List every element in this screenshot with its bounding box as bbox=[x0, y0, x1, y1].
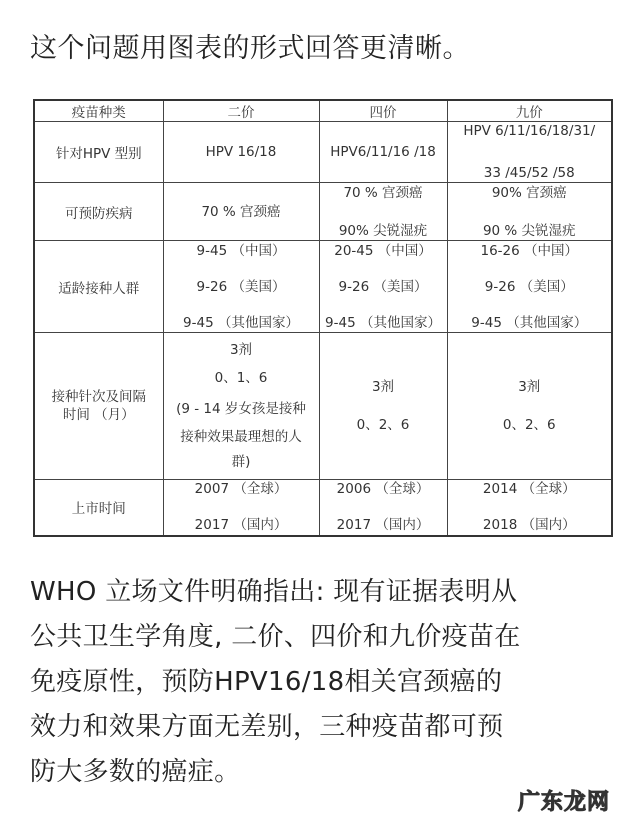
cell-bivalent-age: 9-45 （中国） 9-26 （美国） 9-45 （其他国家） bbox=[163, 241, 319, 333]
paragraph-line: 免疫原性，预防HPV16/18相关宫颈癌的 bbox=[30, 667, 503, 697]
table-row-market-date bbox=[34, 480, 612, 536]
table-row-preventable-disease bbox=[34, 183, 612, 241]
cell-bivalent-disease: 70 % 宫颈癌 bbox=[163, 183, 319, 241]
header-nonavalent: 九价 bbox=[447, 100, 612, 122]
cell-bivalent-dose: 3剂 0、1、6 (9 - 14 岁女孩是接种 接种效果最理想的人 群) bbox=[163, 333, 319, 480]
table-header-row bbox=[34, 100, 612, 122]
header-vaccine-type: 疫苗种类 bbox=[34, 100, 163, 122]
who-statement-paragraph bbox=[30, 570, 615, 795]
row-label: 针对HPV 型别 bbox=[34, 122, 163, 183]
paragraph-line: WHO 立场文件明确指出: 现有证据表明从 bbox=[30, 577, 518, 607]
paragraph-line: 效力和效果方面无差别，三种疫苗都可预 bbox=[30, 712, 504, 742]
table-row-age-group bbox=[34, 241, 612, 333]
cell-quadrivalent-age: 20-45 （中国） 9-26 （美国） 9-45 （其他国家） bbox=[319, 241, 447, 333]
watermark-logo: 广东龙网 bbox=[517, 790, 610, 815]
cell-nonavalent-types: HPV 6/11/16/18/31/ 33 /45/52 /58 bbox=[447, 122, 612, 183]
row-label: 上市时间 bbox=[34, 480, 163, 536]
cell-quadrivalent-types: HPV6/11/16 /18 bbox=[319, 122, 447, 183]
header-bivalent: 二价 bbox=[163, 100, 319, 122]
paragraph-line: 防大多数的癌症。 bbox=[30, 757, 241, 787]
cell-quadrivalent-disease: 70 % 宫颈癌 90% 尖锐湿疣 bbox=[319, 183, 447, 241]
cell-nonavalent-market: 2014 （全球） 2018 （国内） bbox=[447, 480, 612, 536]
page-title: 这个问题用图表的形式回答更清晰。 bbox=[30, 33, 470, 64]
cell-quadrivalent-dose: 3剂 0、2、6 bbox=[319, 333, 447, 480]
hpv-vaccine-comparison-table bbox=[33, 99, 613, 537]
cell-bivalent-types: HPV 16/18 bbox=[163, 122, 319, 183]
cell-nonavalent-age: 16-26 （中国） 9-26 （美国） 9-45 （其他国家） bbox=[447, 241, 612, 333]
table-row-hpv-types bbox=[34, 122, 612, 183]
cell-nonavalent-dose: 3剂 0、2、6 bbox=[447, 333, 612, 480]
cell-nonavalent-disease: 90% 宫颈癌 90 % 尖锐湿疣 bbox=[447, 183, 612, 241]
table-row-dose-schedule bbox=[34, 333, 612, 480]
cell-quadrivalent-market: 2006 （全球） 2017 （国内） bbox=[319, 480, 447, 536]
cell-bivalent-market: 2007 （全球） 2017 （国内） bbox=[163, 480, 319, 536]
row-label: 接种针次及间隔 时间 （月） bbox=[34, 333, 163, 480]
row-label: 可预防疾病 bbox=[34, 183, 163, 241]
row-label: 适龄接种人群 bbox=[34, 241, 163, 333]
header-quadrivalent: 四价 bbox=[319, 100, 447, 122]
paragraph-line: 公共卫生学角度, 二价、四价和九价疫苗在 bbox=[30, 622, 521, 652]
